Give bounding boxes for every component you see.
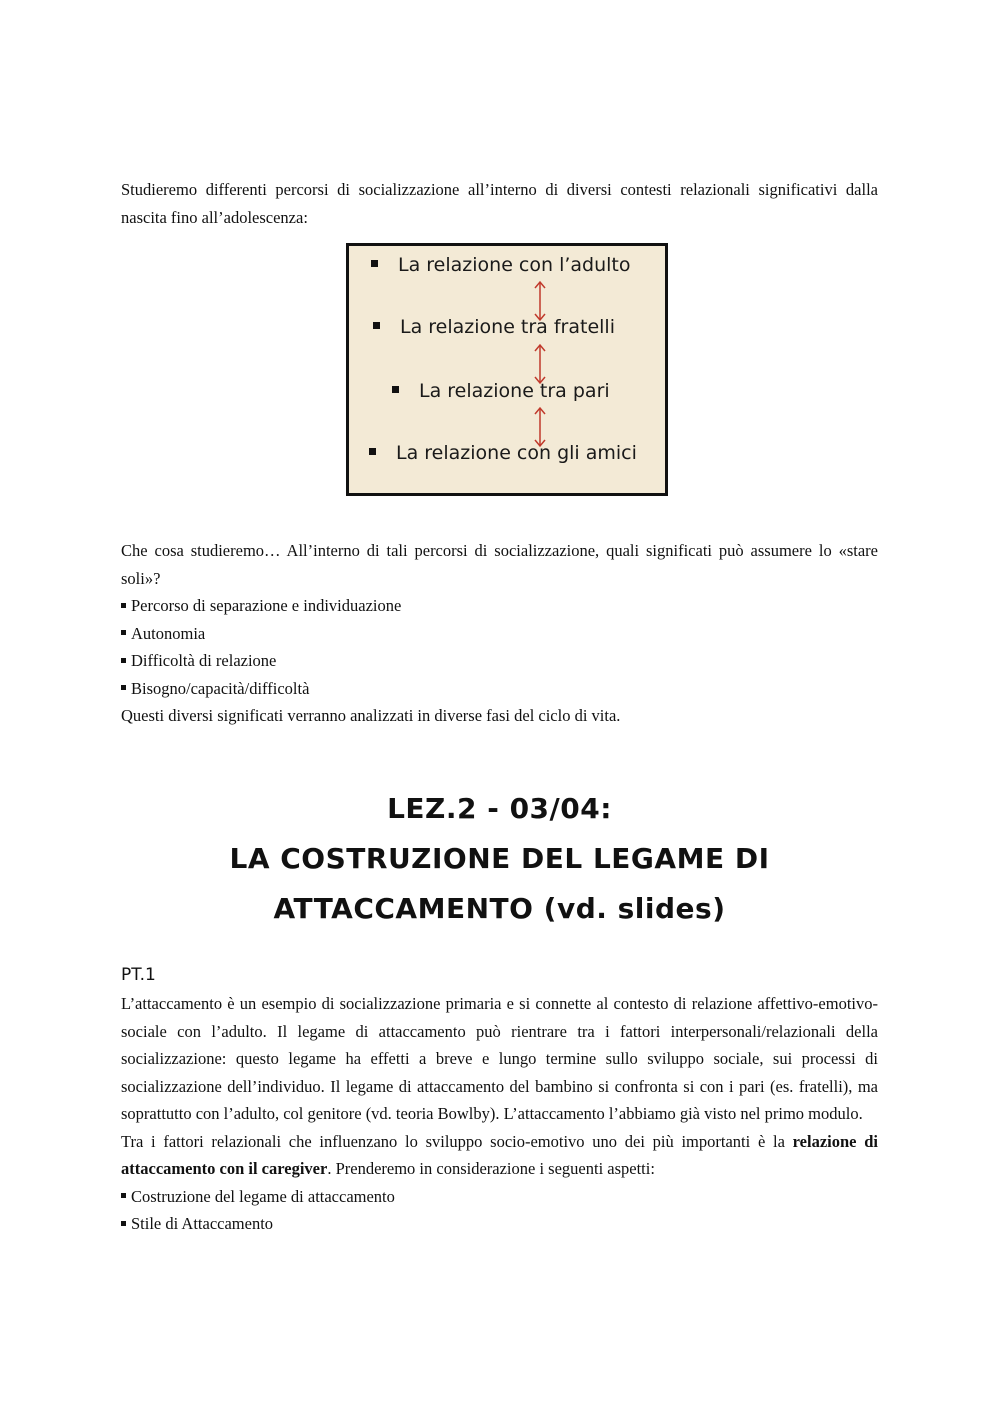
lesson-title-line2: LA COSTRUZIONE DEL LEGAME DI (229, 842, 770, 875)
list-item: Difficoltà di relazione (121, 647, 878, 675)
relations-figure (346, 243, 668, 496)
question-paragraph: Che cosa studieremo… All’interno di tali percorsi di socializzazione, quali significati può assumere lo «stare soli»? (121, 541, 878, 588)
list-item: Bisogno/capacità/difficoltà (121, 675, 878, 703)
figure-item-friends: La relazione con gli amici (369, 442, 637, 464)
bullet-icon (121, 630, 126, 635)
section-attachment (121, 990, 878, 1238)
bullet-icon (121, 1221, 126, 1226)
figure-item-siblings: La relazione tra fratelli (373, 316, 615, 338)
lesson-title-line3: ATTACCAMENTO (vd. slides) (273, 892, 726, 925)
caregiver-paragraph: Tra i fattori relazionali che influenzano lo sviluppo socio-emotivo uno dei più importanti è la relazione di attaccamento con il caregiver. Prenderemo in considerazione i seguenti aspetti: (121, 1131, 878, 1178)
list-item: Stile di Attaccamento (121, 1210, 878, 1238)
bullet-square-icon (371, 260, 378, 267)
lesson-title-line1: LEZ.2 - 03/04: (387, 792, 612, 825)
figure-item-peers: La relazione tra pari (392, 380, 610, 402)
bullet-icon (121, 603, 126, 608)
list-item: Percorso di separazione e individuazione (121, 592, 878, 620)
bullet-square-icon (369, 448, 376, 455)
bullet-square-icon (392, 386, 399, 393)
double-arrow-icon (533, 343, 547, 385)
bullet-square-icon (373, 322, 380, 329)
bullet-icon (121, 1193, 126, 1198)
intro-paragraph: Studieremo differenti percorsi di socializzazione all’interno di diversi contesti relazionali significativi dalla nascita fino all’adolescenza: (121, 180, 878, 227)
bullet-icon (121, 658, 126, 663)
figure-item-adult: La relazione con l’adulto (371, 254, 631, 276)
attachment-paragraph: L’attaccamento è un esempio di socializzazione primaria e si connette al contesto di relazione affettivo-emotivo-sociale con l’adulto. Il legame di attaccamento può rientrare tra i fattori interpersonali/relazionali della socializzazione: questo legame ha effetti a breve e lungo termine sullo sviluppo sociale, sui processi di socializzazione dell’individuo. Il legame di attaccamento del bambino si confronta si con i pari (es. fratelli), ma soprattutto con l’adulto, col genitore (vd. teoria Bowlby). L’attaccamento l’abbiamo già visto nel primo modulo. (121, 994, 878, 1123)
list-item: Costruzione del legame di attaccamento (121, 1183, 878, 1211)
part-label: PT.1 (121, 965, 156, 985)
bullet-icon (121, 685, 126, 690)
caregiver-emphasis: relazione di attaccamento con il caregiver (121, 1131, 878, 1178)
section-study-content (121, 537, 878, 730)
closing-paragraph: Questi diversi significati verranno analizzati in diverse fasi del ciclo di vita. (121, 706, 621, 725)
list-item: Autonomia (121, 620, 878, 648)
